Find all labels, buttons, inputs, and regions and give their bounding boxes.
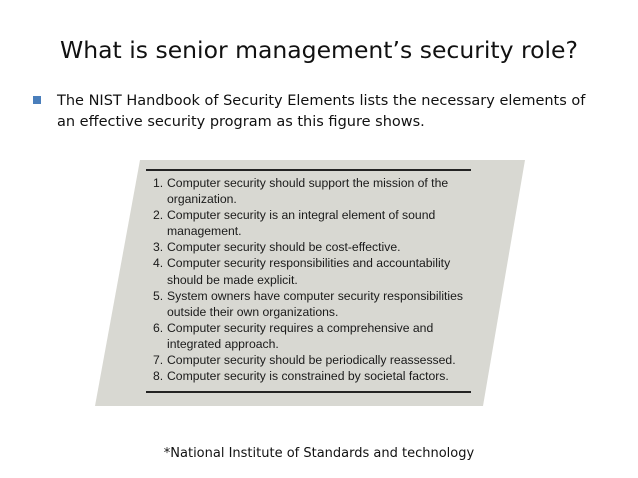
elements-list (153, 175, 483, 384)
list-item (153, 239, 483, 255)
list-item (153, 207, 483, 239)
item-text: Computer security responsibilities and accountability should be made explicit. (167, 256, 451, 287)
square-bullet-icon (33, 96, 41, 104)
item-number: 1. (153, 176, 164, 190)
list-item (153, 288, 483, 320)
item-text: Computer security requires a comprehensive and integrated approach. (167, 320, 434, 351)
list-item (153, 255, 483, 287)
list-item (153, 352, 483, 368)
figure-bottom-rule (146, 391, 471, 393)
item-number: 5. (153, 288, 164, 303)
footnote: *National Institute of Standards and technology (163, 446, 475, 461)
item-text: Computer security should be cost-effective. (167, 240, 401, 255)
item-number: 4. (153, 256, 164, 271)
item-text: Computer security is constrained by societal factors. (167, 369, 449, 384)
item-number: 7. (153, 353, 164, 368)
item-text: Computer security should be periodically reassessed. (167, 353, 456, 368)
slide-title: What is senior management’s security role? (60, 36, 578, 64)
item-text: Computer security is an integral element of sound management. (167, 208, 436, 239)
figure-top-rule (146, 169, 471, 171)
item-number: 8. (153, 369, 164, 384)
list-item (153, 175, 483, 207)
item-text: System owners have computer security responsibilities outside their own organizations. (167, 288, 464, 319)
list-item (153, 368, 483, 384)
item-text: Computer security should support the mission of the organization. (167, 176, 449, 207)
bullet-text: The NIST Handbook of Security Elements lists the necessary elements of an effective security program as this figure shows. (57, 93, 586, 130)
item-number: 2. (153, 208, 164, 223)
list-item (153, 320, 483, 352)
item-number: 3. (153, 240, 164, 255)
item-number: 6. (153, 320, 164, 335)
nist-elements-figure (95, 160, 525, 406)
